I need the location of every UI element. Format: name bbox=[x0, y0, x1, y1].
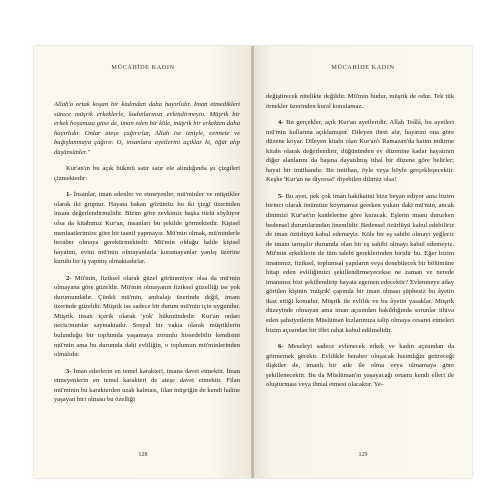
paragraph: 2- Mü'min, fiziksel olarak güzel görünmüyor olsa da mü'min olmayana göre güzeldir. Mü'min olmayanın fiziksel güzelliği ise yok durumundadır. Çünkü mü'min, ambalajı üzerinde değil, imanı üzerinde güzeldir. Müşrik ise sadece bir durum mü'min için uygundur. Müşrik insan içerik olarak 'yok' hükmündedir. Kur'an onları necis/murdar saymaktadır. Sosyal bir vakıa olarak müşriklerin bulunduğu bir toplumda yaşamaya zorunlu hissedebilir kendisini mü'min ama bu durumda dahi evliliğin, o toplumun mü'minlerinden olmalıdır. bbox=[54, 274, 240, 359]
left-page bbox=[34, 46, 252, 478]
page-text bbox=[54, 100, 240, 412]
item-number: 4- bbox=[278, 119, 284, 127]
item-number: 6- bbox=[278, 343, 284, 351]
paragraph: 4- Bu gerçekler, açık Kur'an ayetleridir. Allah Teâlâ, bu ayetleri mü'min kullarına açıklamıştır. Dileyen ibret alır, hayatını ona göre düzene koyar. Dileyen kitabı olan Kur'an'ı Ramazan'da hatim indirme kitabı olarak değerlendirir, düğününden ev düzenine kadar hayatının diğer alanlarını da başına dayatılmış ithal bir düzene göre belirler; hayat bir imtihandır. Bu imtihan, öyle veya böyle gerçekleşecektir. Keşke 'Kur'an ne diyorsa!' diyebilen dilimiz olsa! bbox=[266, 119, 454, 184]
page-number: 129 bbox=[358, 452, 368, 458]
paragraph: 6- Meseleyi sadece evlenecek erkek ve kadın açısından da görmemek gerekir. Evlilikle beraber oluşacak hısımlığın getireceği ilişkiler de, imanlı bir aile ile olma veya olmamaya göre şekillenecektir. Bu da Müslüman'ın yaşayacağı ortamı kendi elleri ile oluşturması veya ihmal etmesi olacaktır. Ye- bbox=[266, 343, 454, 389]
page-number: 128 bbox=[138, 452, 148, 458]
paragraph: Allah'a ortak koşan bir kadından daha hayırlıdır. İman etmedikleri sürece müşrik erkeklerle, kadınlarınızı evlendirmeyin. Müşrik bir erkek hoşunuza gitse de, iman eden bir köle, müşrik bir erkekten daha hayırlıdır. Onlar ateşe çağırırlar, Allah ise izniyle, cennete ve bağışlanmaya çağırır. O, insanlara ayetlerini açıklar ki, öğüt alıp düşünsünler." bbox=[54, 101, 240, 156]
page-text bbox=[266, 92, 454, 397]
paragraph: 1- İnsanlar, iman edenler ve etmeyenler, mü'minler ve müşrikler olarak iki gruptur. Hayata bakan gözümüz bu iki çizgi üzerinden insanı değerlendirmelidir. Bizim göre zevkimiz başka türlü söylüyor olsa da kitabımız Kur'an, insanları bu şekilde görmektedir. Kişisel menfaatlerimize göre bir tasnif yapmayız. Mü'min olmak, mü'minlerle beraber olmaya gerektirmektedir. Mü'min olduğu halde kişisel hayatını, evini mü'min olmayanlarla kuramayanlar yanlış üzerine kurulu bir iş yapmış olmaktadırlar. bbox=[54, 191, 240, 266]
item-number: 1- bbox=[66, 191, 72, 199]
paragraph: Kur'an'ın bu açık hükmü satır satır ele alındığında şu çizgileri çizmektedir: bbox=[54, 165, 240, 182]
item-number: 5- bbox=[278, 192, 284, 200]
right-page bbox=[254, 46, 472, 478]
item-number: 2- bbox=[66, 274, 72, 282]
running-head: MÜCAHİDE KADIN bbox=[331, 64, 395, 71]
paragraph: 5- Bu ayet, pek çok iman hakikatini bize beyan ediyor ama bizim birinci olarak önümüze koymamız gereken yukarı daki mü'min, ancak dinimizi Kur'an'ın kaidelerine göre kuracak. Eşlerin imanı dururken bedensel durumlarından önemlidir. Bedensel özürlüyü kabul edebiliriz de iman özürlüyü kabul edemeyiz. Köle bir eş sahibi olmayı yeğleriz de imanı tartışılır durumda olan bir eş sahibi olmayı kabul edemeyiz. Mü'min erkeklerin de tüm talebi gereklerinden biridir bu. Eğer bizim imanımız, fiziksel, toplumsal yapıların veya denebilecek bir bölümüne hitap eden evliliğimizi şekillendirmeyecekse ne zaman ve nerede imanımız bizi şekillendirip hayata egemen edecektir? Evlenmeye aday görülen kişinin 'müşrik' çapında bir iman olması şüphesiz bu âyetin ikaz ettiği konudur. Müşrik ile evlilik ve bu âyetin yasaklar. Müşrik düzeyinde olmayan ama iman açısından bakıldığında sorunlar ithiva eden şahsiyetlerin Müslüman kızlarımıza talip olmaya cesaret etmeleri bizim açısından bir iffet rahat kabul edilmelidir. bbox=[266, 192, 454, 334]
item-number: 3- bbox=[66, 367, 72, 375]
paragraph: değiştirecek nitelikte değildir. Mü'min budur, müşrik de odur. Tek tük örnekler üzerinden kural konulamaz. bbox=[266, 93, 454, 110]
running-head: MÜCAHİDE KADIN bbox=[111, 64, 175, 71]
open-book bbox=[34, 46, 472, 478]
paragraph: 3- İman ederlerin en temel karakteri, imana davet etmektir. İman etmeyenlerin en temel karakteri de ateşe davet etmektir. Filan mü'minin bu karakterden uzak kalması, filan müşriğin de kendi haline yaşayan biri olması bu özelliği bbox=[54, 367, 240, 404]
